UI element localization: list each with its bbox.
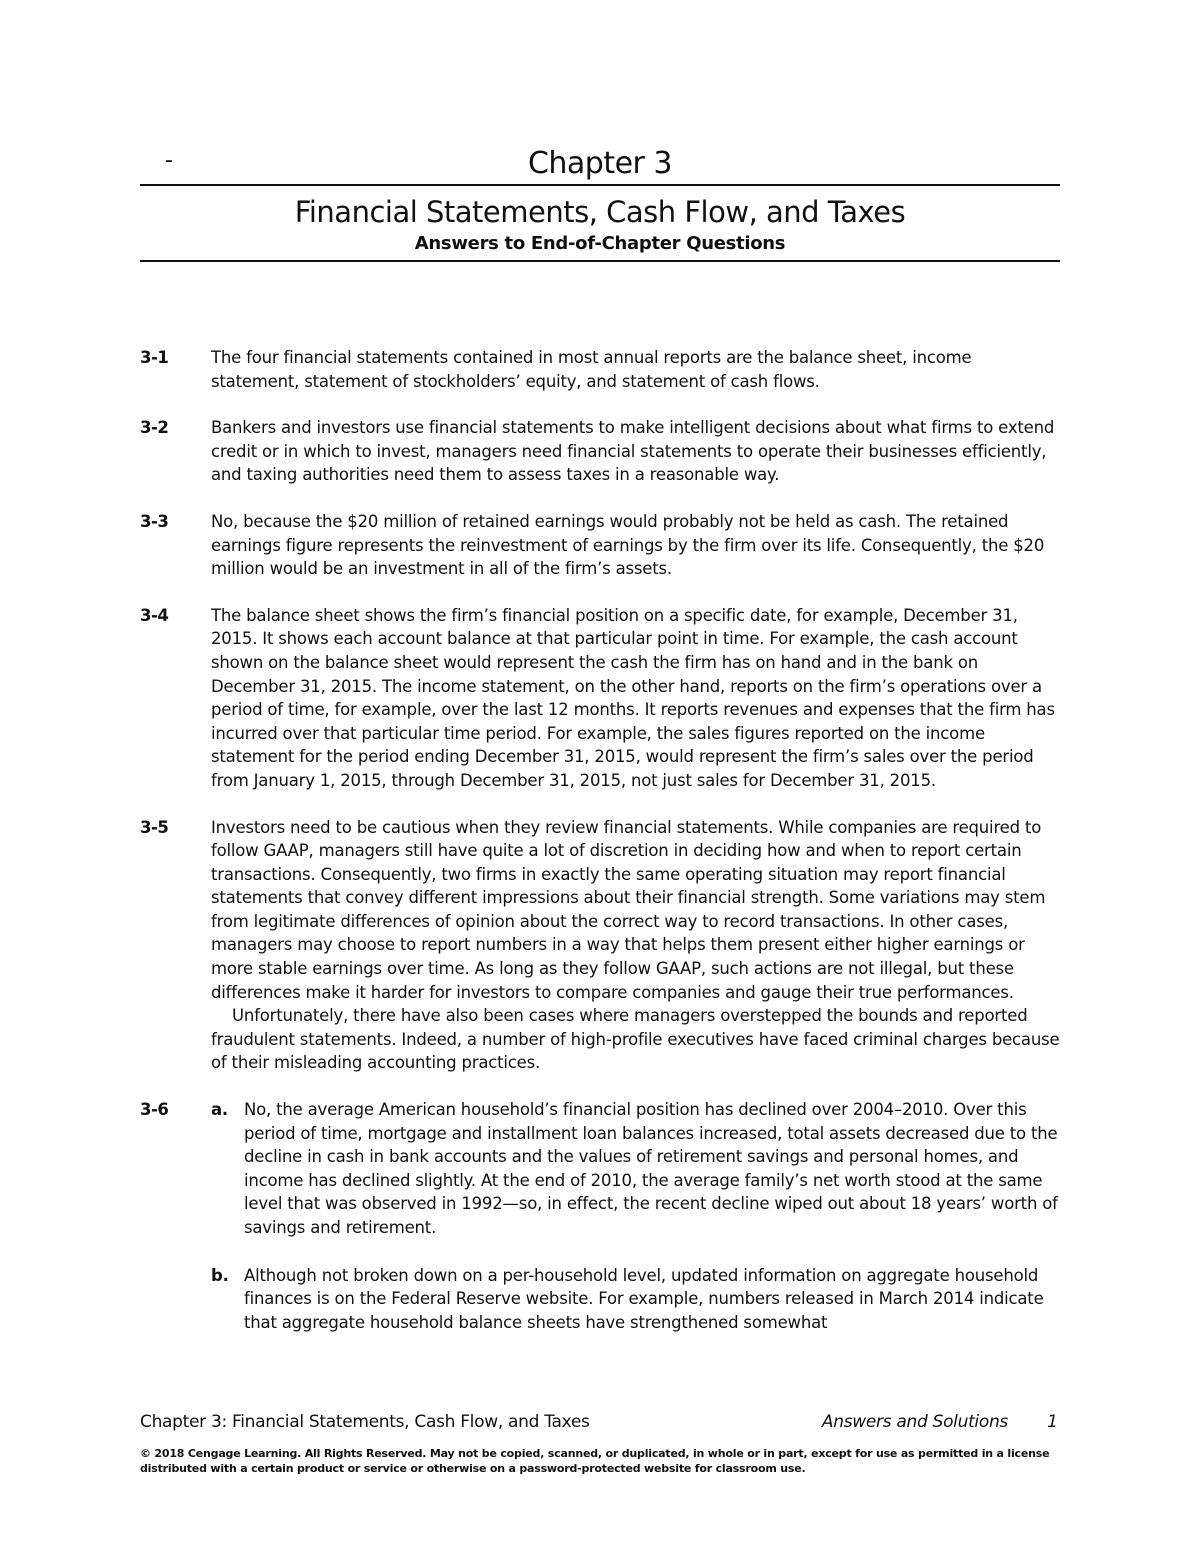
subquestion-b	[211, 1264, 1060, 1335]
question-3-6	[140, 1098, 1060, 1334]
answer-text: No, because the $20 million of retained earnings would probably not be held as cash. The retained earnings figure represents the reinvestment of earnings by the firm over its life. Consequently, the $20 million would be an investment in all of the firm’s assets.	[211, 511, 1045, 579]
question-3-4	[140, 604, 1060, 793]
question-3-5	[140, 816, 1060, 1076]
subquestion-letter: b.	[211, 1265, 229, 1285]
question-number: 3-5	[140, 817, 169, 837]
answers-content	[140, 346, 1060, 1358]
section-subtitle: Answers to End-of-Chapter Questions	[414, 233, 786, 254]
question-3-1	[140, 346, 1060, 393]
question-number: 3-6	[140, 1100, 169, 1120]
subquestion-text: No, the average American household’s financial position has declined over 2004–2010. Over this period of time, mortgage and installment loan balances increased, total assets decreased due to the decline in cash in bank accounts and the values of retirement savings and personal homes, and income has declined slightly. At the end of 2010, the average family’s net worth stood at the same level that was observed in 1992—so, in effect, the recent decline wiped out about 18 years’ worth of savings and retirement.	[244, 1100, 1058, 1237]
answer-text: The balance sheet shows the firm’s financial position on a specific date, for example, December 31, 2015. It shows each account balance at that particular point in time. For example, the cash account shown on the balance sheet would represent the cash the firm has on hand and in the bank on December 31, 2015. The income statement, on the other hand, reports on the firm’s operations over a period of time, for example, over the last 12 months. It reports revenues and expenses that the firm has incurred over that particular time period. For example, the sales figures reported on the income statement for the period ending December 31, 2015, would represent the firm’s sales over the period from January 1, 2015, through December 31, 2015, not just sales for December 31, 2015.	[211, 605, 1055, 790]
question-number: 3-2	[140, 418, 169, 438]
page-footer	[140, 1412, 1060, 1476]
copyright-notice: © 2018 Cengage Learning. All Rights Reserved. May not be copied, scanned, or duplicated, in whole or in part, except for use as permitted in a license distributed with a certain product or service or otherwise on a password-protected website for classroom use.	[140, 1447, 1050, 1475]
answer-text: Investors need to be cautious when they review financial statements. While companies are required to follow GAAP, managers still have quite a lot of discretion in deciding how and when to report certain transactions. Consequently, two firms in exactly the same operating situation may report financial statements that convey different impressions about their financial strength. Some variations may stem from legitimate differences of opinion about the correct way to record transactions. In other cases, managers may choose to report numbers in a way that helps them present either higher earnings or more stable earnings over time. As long as they follow GAAP, such actions are not illegal, but these differences make it harder for investors to compare companies and gauge their true performances.	[211, 817, 1046, 1002]
question-3-2	[140, 416, 1060, 487]
chapter-header	[140, 140, 1060, 262]
subquestion-a	[211, 1098, 1060, 1240]
chapter-heading-row	[140, 140, 1060, 186]
chapter-number: Chapter 3	[527, 146, 673, 181]
question-number: 3-1	[140, 348, 169, 367]
question-number: 3-4	[140, 605, 169, 625]
chapter-title: Financial Statements, Cash Flow, and Taxes	[294, 195, 906, 229]
subquestion-text: Although not broken down on a per-household level, updated information on aggregate household finances is on the Federal Reserve website. For example, numbers released in March 2014 indicate that aggregate household balance sheets have strengthened somewhat	[244, 1265, 1044, 1332]
subquestion-letter: a.	[211, 1100, 229, 1120]
page-number: 1	[1047, 1412, 1058, 1432]
footer-row	[140, 1412, 1060, 1438]
title-block	[140, 194, 1060, 262]
footer-chapter-title: Chapter 3: Financial Statements, Cash Flow, and Taxes	[140, 1412, 590, 1432]
question-number: 3-3	[140, 511, 169, 531]
footer-section: Answers and Solutions	[821, 1412, 1008, 1432]
heading-dash: -	[165, 148, 173, 173]
answer-text: Bankers and investors use financial statements to make intelligent decisions about what firms to extend credit or in which to invest, managers need financial statements to operate their businesses efficiently, and taxing authorities need them to assess taxes in a reasonable way.	[211, 418, 1055, 485]
question-3-3	[140, 510, 1060, 581]
answer-text: The four financial statements contained in most annual reports are the balance sheet, income statement, statement of stockholders’ equity, and statement of cash flows.	[211, 348, 972, 391]
answer-text-continued: Unfortunately, there have also been cases where managers overstepped the bounds and reported fraudulent statements. Indeed, a number of high-profile executives have faced criminal charges because of their misleading accounting practices.	[211, 1006, 1060, 1073]
